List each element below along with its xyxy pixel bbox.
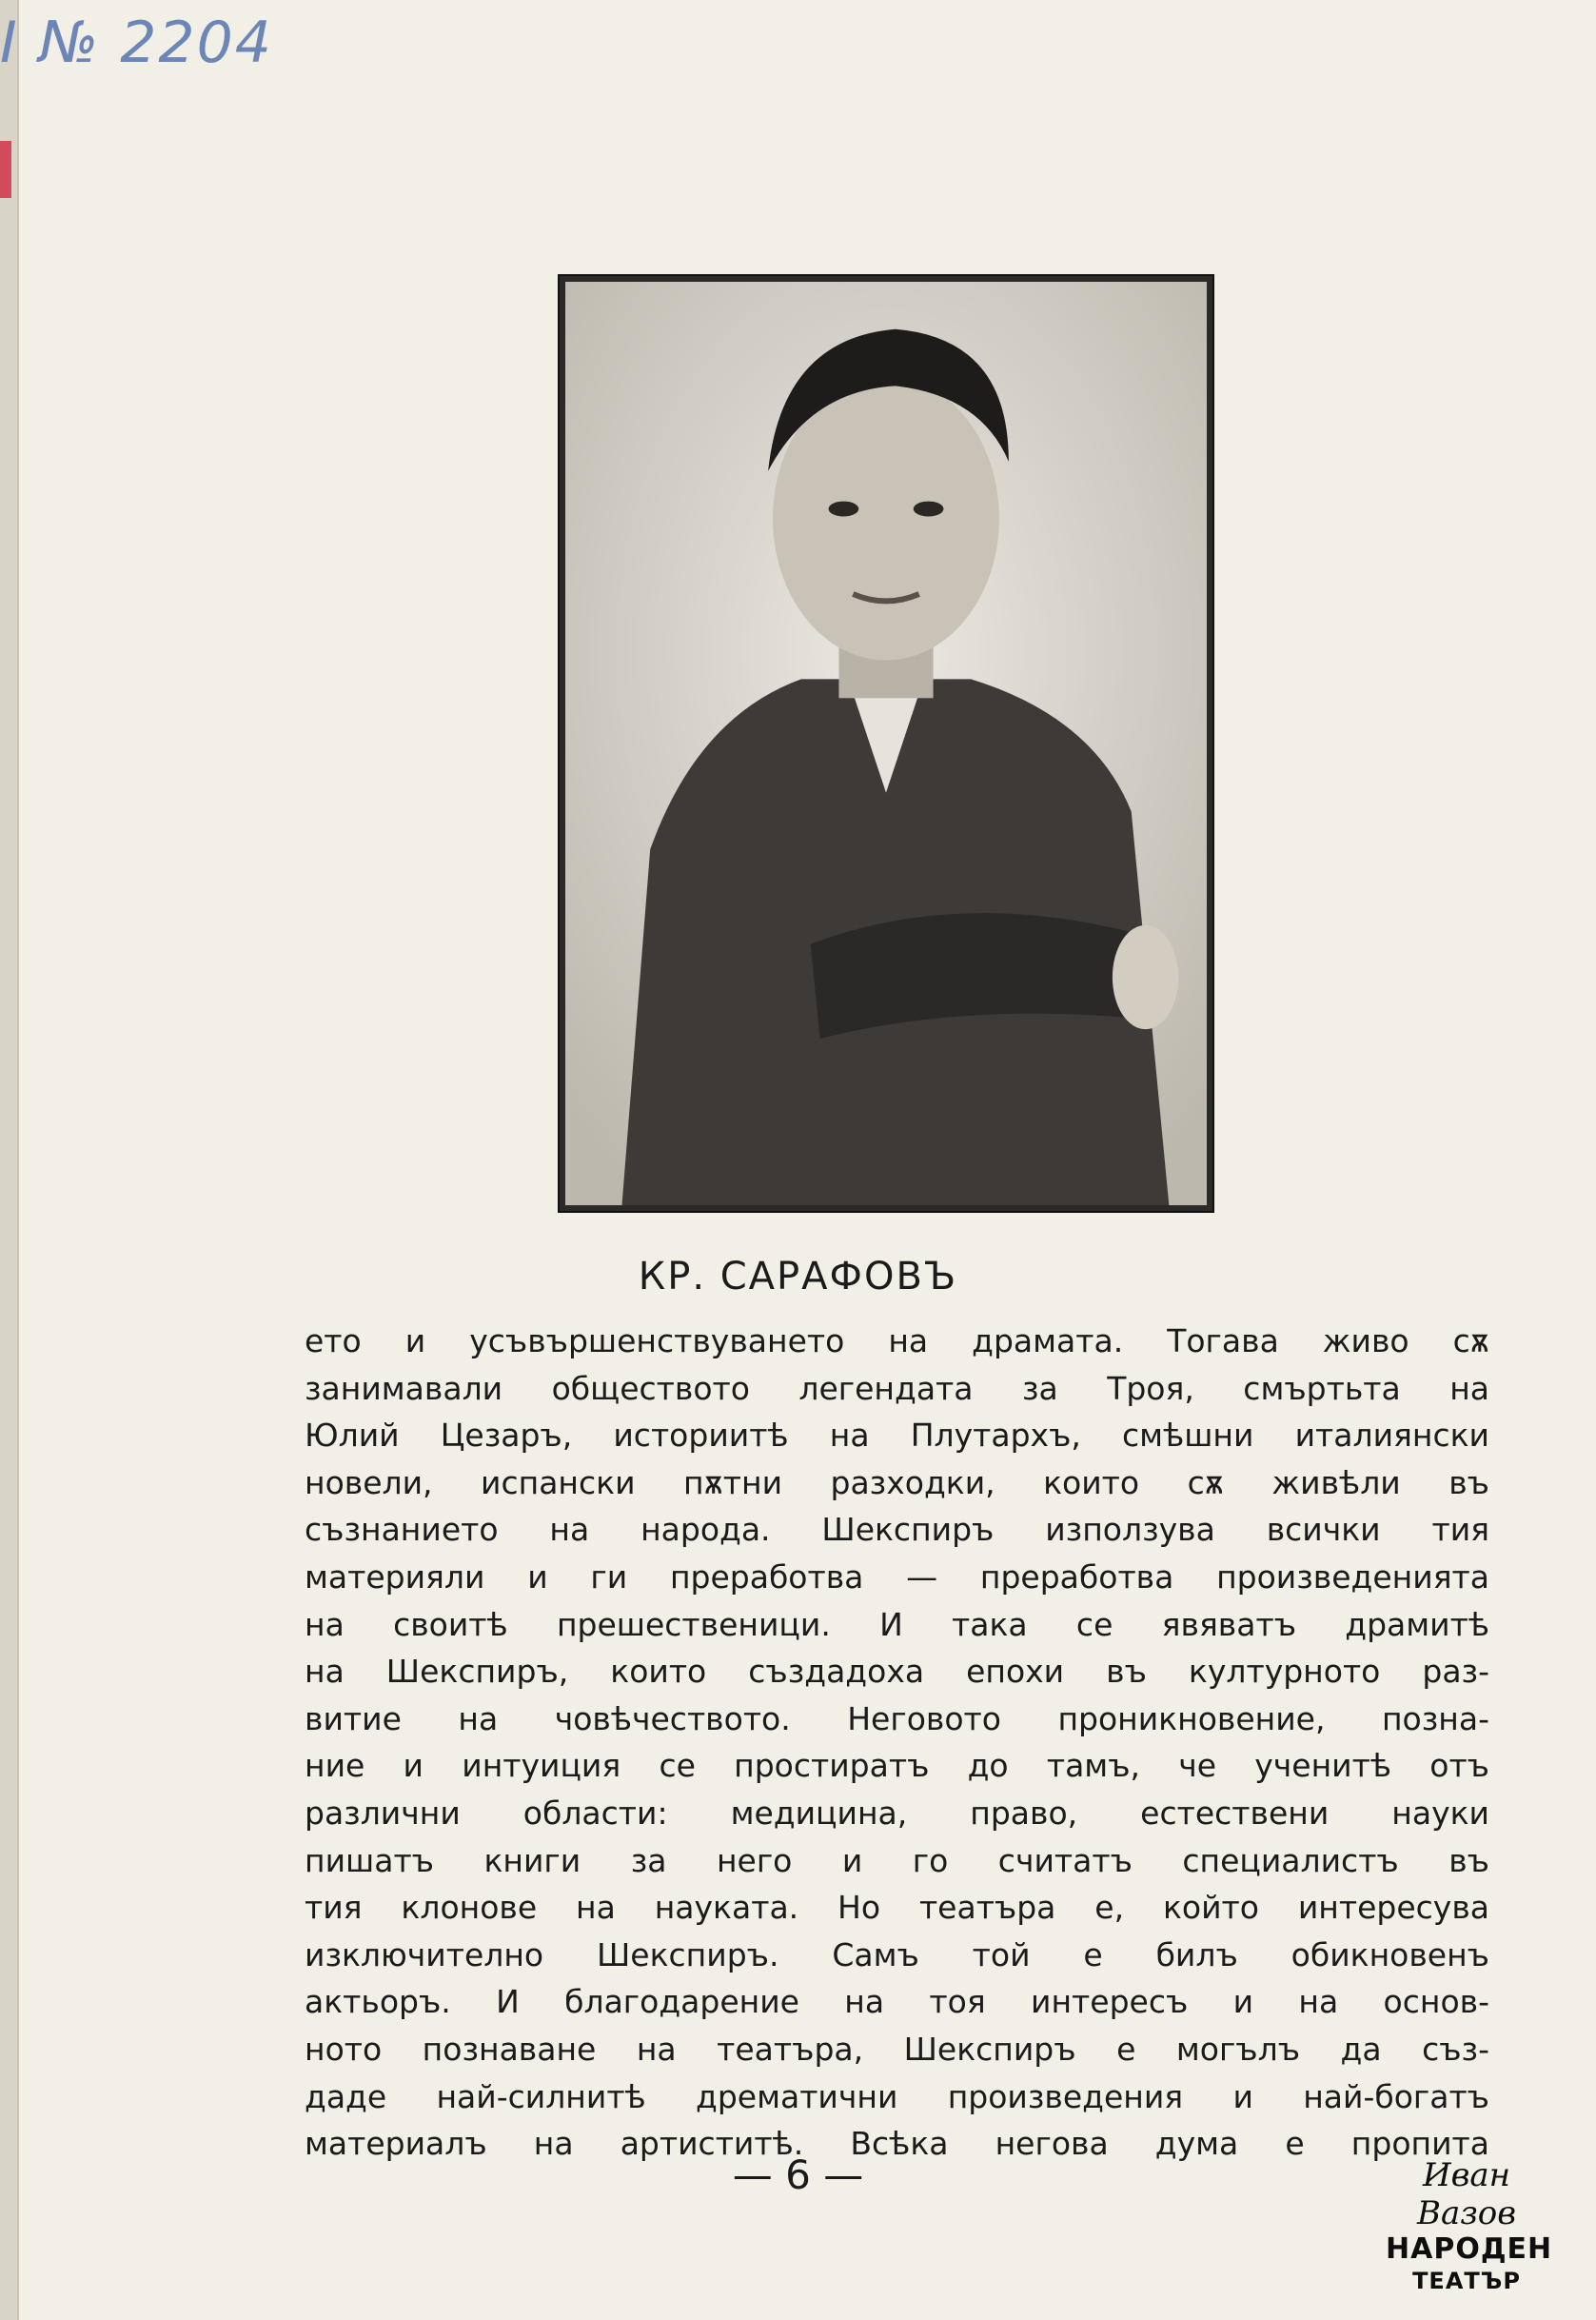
article-body [305, 1318, 1489, 2168]
body-line: занимавали обществото легендата за Троя, смъртьта на [305, 1369, 1489, 1407]
portrait-photo-frame [558, 274, 1214, 1213]
binding-edge [0, 0, 19, 2320]
body-line: на Шекспиръ, които създадоха епохи въ културното раз- [305, 1653, 1489, 1691]
portrait-caption: КР. САРАФОВЪ [638, 1255, 958, 1299]
archive-number: Ι № 2204 [0, 10, 273, 76]
body-line: на своитѣ прешественици. И така се явяватъ драмитѣ [305, 1605, 1489, 1643]
portrait-illustration [565, 282, 1207, 1205]
body-line: Юлий Цезаръ, историитѣ на Плутархъ, смѣшни италиянски [305, 1417, 1489, 1455]
logo-line-2: ТЕАТЪР [1412, 2268, 1521, 2294]
portrait-photo [565, 282, 1207, 1205]
theatre-logo [1386, 2156, 1553, 2294]
body-line: материяли и ги преработва — преработва произведенията [305, 1557, 1489, 1596]
logo-script: Иван Вазов [1416, 2156, 1517, 2232]
body-line: ното познаване на театъра, Шекспиръ е могълъ да съз- [305, 2030, 1489, 2068]
body-line: витие на човѣчеството. Неговото проникновение, позна- [305, 1699, 1489, 1737]
logo-line-1: НАРОДЕН [1386, 2232, 1553, 2266]
body-line: актьоръ. И благодарение на тоя интересъ и на основ- [305, 1983, 1489, 2021]
body-line: пишатъ книги за него и го считатъ специалистъ въ [305, 1841, 1489, 1879]
body-line: ето и усъвършенствуването на драмата. Тогава живо сѫ [305, 1322, 1489, 1359]
body-line: материалъ на артиститѣ. Всѣка негова дума е пропита [305, 2125, 1489, 2163]
body-line: ние и интуиция се простиратъ до тамъ, че ученитѣ отъ [305, 1747, 1489, 1785]
archive-red-mark [0, 141, 11, 198]
body-line: различни области: медицина, право, естествени науки [305, 1794, 1489, 1832]
body-line: тия клонове на науката. Но театъра е, който интересува [305, 1889, 1489, 1927]
body-line: даде най-силнитѣ дрематични произведения и най-богатъ [305, 2077, 1489, 2115]
body-line: изключително Шекспиръ. Самъ той е билъ обикновенъ [305, 1935, 1489, 1973]
body-line: съзнанието на народа. Шекспиръ използува всички тия [305, 1511, 1489, 1549]
page-number: — 6 — [732, 2151, 864, 2198]
body-line: новели, испански пѫтни разходки, които сѫ живѣли въ [305, 1463, 1489, 1501]
